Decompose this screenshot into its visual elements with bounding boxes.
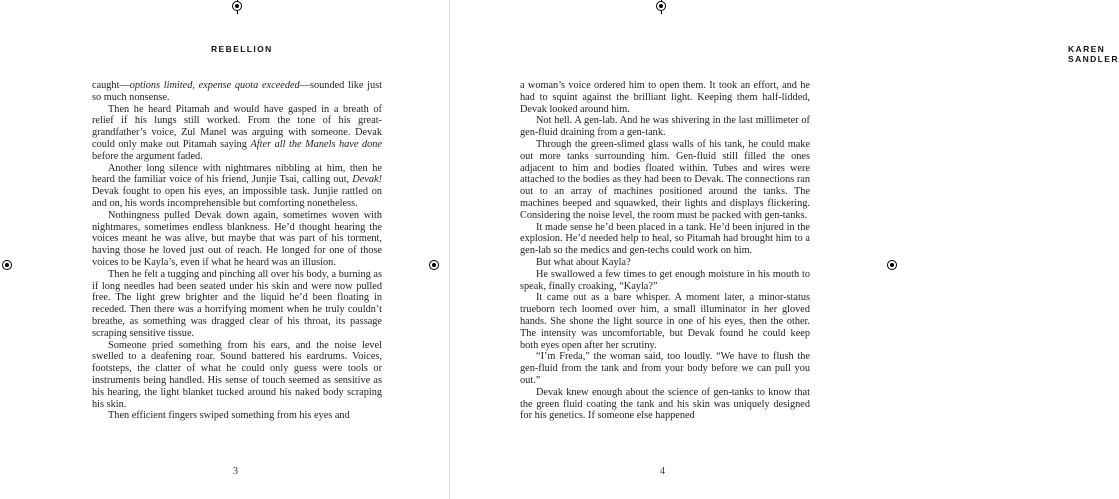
paragraph: Devak knew enough about the science of gen-tanks to know that the green fluid coating the tank and his skin was uniquely designed for his genetics. If someone else happened [520,386,810,422]
paragraph: It made sense he’d been placed in a tank. He’d been injured in the explosion. He’d needed help to heal, so Pitamah had brought him to a gen-lab so the medics and gen-techs could work on him. [520,221,810,257]
paragraph [92,80,382,104]
right-page [450,0,1119,499]
paragraph: Then efficient fingers swiped something from his eyes and [108,410,350,422]
paragraph [92,104,382,163]
paragraph: a woman’s voice ordered him to open them. It took an effort, and he had to squint against the brilliant light. Keeping them half-lidded, Devak looked around him. [520,80,810,115]
page-body-text [92,80,382,422]
text-run: caught— [92,80,130,91]
paragraph: Then he felt a tugging and pinching all over his body, a burning as if long needles had been seated under his skin and were now pulled free. The light grew brighter and the liquid he’d been floating in receded. Then there was a horrifying moment when he truly couldn’t breathe, as something was dragged clear of his throat, its passage scraping sensitive tissue. [92,268,382,339]
italic-text: After all the Manels have done [250,138,383,150]
paragraph: It came out as a bare whisper. A moment later, a minor-status trueborn tech loomed over him, a small illuminator in her gloved hands. She shone the light source in one of his eyes, then the other. The intensity was uncomfortable, but Devak found he could keep both eyes open after her scrutiny. [520,292,810,351]
italic-text: Devak! [352,174,383,186]
running-head: REBELLION [211,44,273,54]
text-run: Then he heard Pitamah and would have gasped in a breath of relief if his lungs still worked. From the tone of his great-grandfather’s voice, Zul Manel was arguing with someone. Devak could only make out Pitamah saying [92,103,382,150]
paragraph: Not hell. A gen-lab. And he was shivering in the last millimeter of gen-fluid draining from a gen-tank. [520,115,810,139]
paragraph: “I’m Freda,” the woman said, too loudly. “We have to flush the gen-fluid from the tank and from your body before we can pull you out.” [520,351,810,386]
running-head: KAREN SANDLER [1068,44,1119,64]
paragraph: He swallowed a few times to get enough moisture in his mouth to speak, finally croaking, “Kayla?” [520,268,810,292]
paragraph: Nothingness pulled Devak down again, sometimes woven with nightmares, sometimes endless blankness. He’d thought hearing the voices meant he was alive, but maybe that was part of his torment, having those he loved just out of reach. He longed for one of those voices to be Kayla’s, even if what he heard was an illusion. [92,209,382,268]
italic-text: options limited, expense quota exceeded [129,80,300,91]
text-run: —sounded like just so much nonsense. [92,80,382,103]
text-run: Devak fought to open his eyes, an impossible task. Junjie rattled on and on, his words incomprehensible but comforting nonetheless. [92,186,382,209]
page-body-text [520,80,810,422]
text-run: Another long silence with nightmares nibbling at him, then he heard the familiar voice of his friend, Junjie Tsai, calling out, [92,162,382,186]
paragraph [92,163,382,210]
paragraph: Someone pried something from his ears, and the noise level swelled to a deafening roar. Sound battered his eardrums. Voices, footsteps, the clatter of what he could only guess were tools or instruments being handled. His sense of touch seemed as sensitive as his hearing, the light blanket tucked around his naked body scraping his skin. [92,339,382,410]
left-page [0,0,450,499]
paragraph: Through the green-slimed glass walls of his tank, he could make out more tanks surrounding him. Gen-fluid still filled the ones adjacent to him and bodies floated within. Tubes and wires were attached to the bodies as they had been to Devak. The connections ran out to an array of machines positioned around the tanks. The machines beeped and squawked, their lights and displays flickering. Considering the noise level, the room must be packed with gen-tanks. [520,138,810,221]
text-run: before the argument faded. [92,150,203,162]
page-number: 3 [233,466,238,477]
paragraph: But what about Kayla? [536,256,631,268]
page-number: 4 [660,466,665,477]
